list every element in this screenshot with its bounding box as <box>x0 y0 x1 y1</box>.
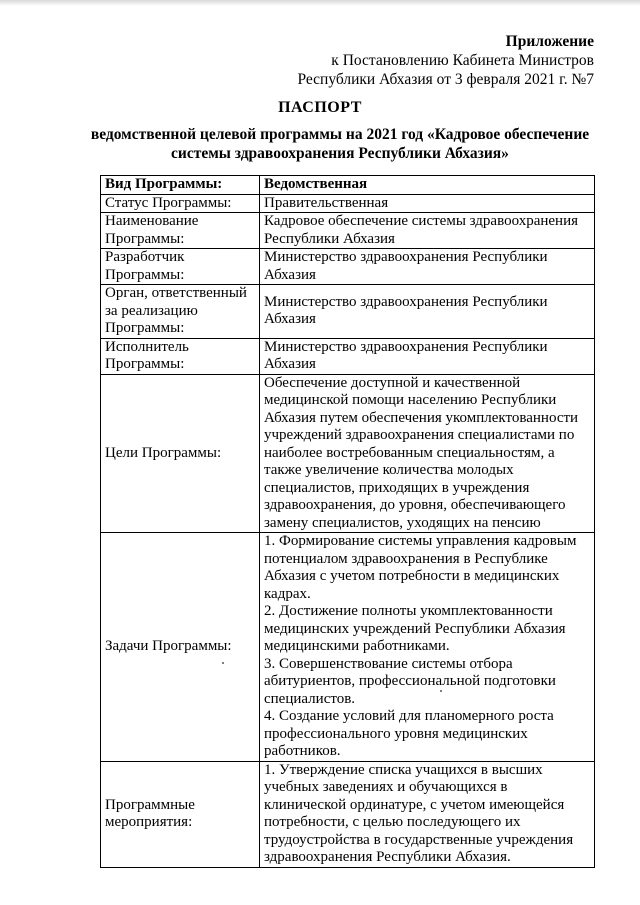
scan-speck <box>222 662 224 664</box>
row-value: Министерство здравоохранения Республики Абхазия <box>264 338 548 372</box>
annex-line-1: к Постановлению Кабинета Министров <box>331 52 594 69</box>
table-row <box>101 213 595 249</box>
row-value-cell <box>260 761 595 867</box>
table-row <box>101 194 595 213</box>
row-label: Орган, ответственный за реализацию Программы: <box>105 285 247 336</box>
row-value: Министерство здравоохранения Республики Абхазия <box>264 293 548 328</box>
row-label-cell <box>101 533 260 762</box>
row-value: Правительственная <box>264 194 389 211</box>
row-label-cell <box>101 761 260 867</box>
row-label: Программные мероприятия: <box>105 796 195 830</box>
row-label-cell <box>101 374 260 533</box>
row-value: Обеспечение доступной и качественной медицинской помощи населению Республики Абхазия путем обеспечения укомплектованности учреждений здравоохранения специалистами по наиболее востребованным специальностям, а также увеличение количества молодых специалистов, приходящих в учреждения здравоохранения, до уровня, обеспечивающего замену специалистов, уходящих на пенсию <box>264 374 579 531</box>
row-value-cell <box>260 533 595 762</box>
table-row <box>101 533 595 762</box>
document-subtitle: ведомственной целевой программы на 2021 год «Кадровое обеспечение системы здравоохранения Республики Абхазия» <box>90 126 590 162</box>
row-value: Кадровое обеспечение системы здравоохранения Республики Абхазия <box>264 213 578 247</box>
header-label: Вид Программы: <box>105 176 223 192</box>
row-label-cell <box>101 213 260 249</box>
row-label: Исполнитель Программы: <box>105 338 189 372</box>
row-value-cell <box>260 285 595 339</box>
row-value-cell <box>260 194 595 213</box>
table-row <box>101 338 595 374</box>
row-label: Разработчик Программы: <box>105 249 185 283</box>
row-label: Задачи Программы: <box>105 638 232 654</box>
passport-table <box>100 175 595 868</box>
row-value-cell <box>260 213 595 249</box>
row-value-cell <box>260 338 595 374</box>
row-label-cell <box>101 194 260 213</box>
scan-edge-shadow <box>0 0 640 6</box>
header-value-cell <box>260 176 595 195</box>
annex-block <box>297 32 594 89</box>
document-title: ПАСПОРТ <box>278 99 362 116</box>
row-label-cell <box>101 338 260 374</box>
row-label: Наименование Программы: <box>105 213 199 247</box>
table-row <box>101 761 595 867</box>
row-label-cell <box>101 249 260 285</box>
table-row <box>101 374 595 533</box>
row-value: 1. Формирование системы управления кадровым потенциалом здравоохранения в Республике Абхазия с учетом потребности в медицинских кадрах. 2. Достижение полноты укомплектованности медицинских учреждений Республики Абхазия медицинскими работниками. 3. Совершенствование системы отбора абитуриентов, профессиональной подготовки специалистов. 4. Создание условий для планомерного роста профессионального уровня медицинских работников. <box>264 533 577 759</box>
row-value-cell <box>260 249 595 285</box>
scan-speck <box>440 690 442 692</box>
row-label-cell <box>101 285 260 339</box>
row-value-cell <box>260 374 595 533</box>
table-row <box>101 285 595 339</box>
table-row <box>101 249 595 285</box>
annex-label: Приложение <box>505 33 594 50</box>
header-value: Ведомственная <box>264 176 368 192</box>
row-value: Министерство здравоохранения Республики Абхазия <box>264 249 548 283</box>
row-value: 1. Утверждение списка учащихся в высших учебных заведениях и обучающихся в клинической ординатуре, с учетом имеющейся потребности, с целью последующего их трудоустройства в государственные учреждения здравоохранения Республики Абхазия. <box>264 761 574 865</box>
row-label: Цели Программы: <box>105 444 222 461</box>
header-label-cell <box>101 176 260 195</box>
row-label: Статус Программы: <box>105 194 232 211</box>
table-header-row <box>101 176 595 195</box>
annex-line-2: Республики Абхазия от 3 февраля 2021 г. №7 <box>297 71 594 88</box>
